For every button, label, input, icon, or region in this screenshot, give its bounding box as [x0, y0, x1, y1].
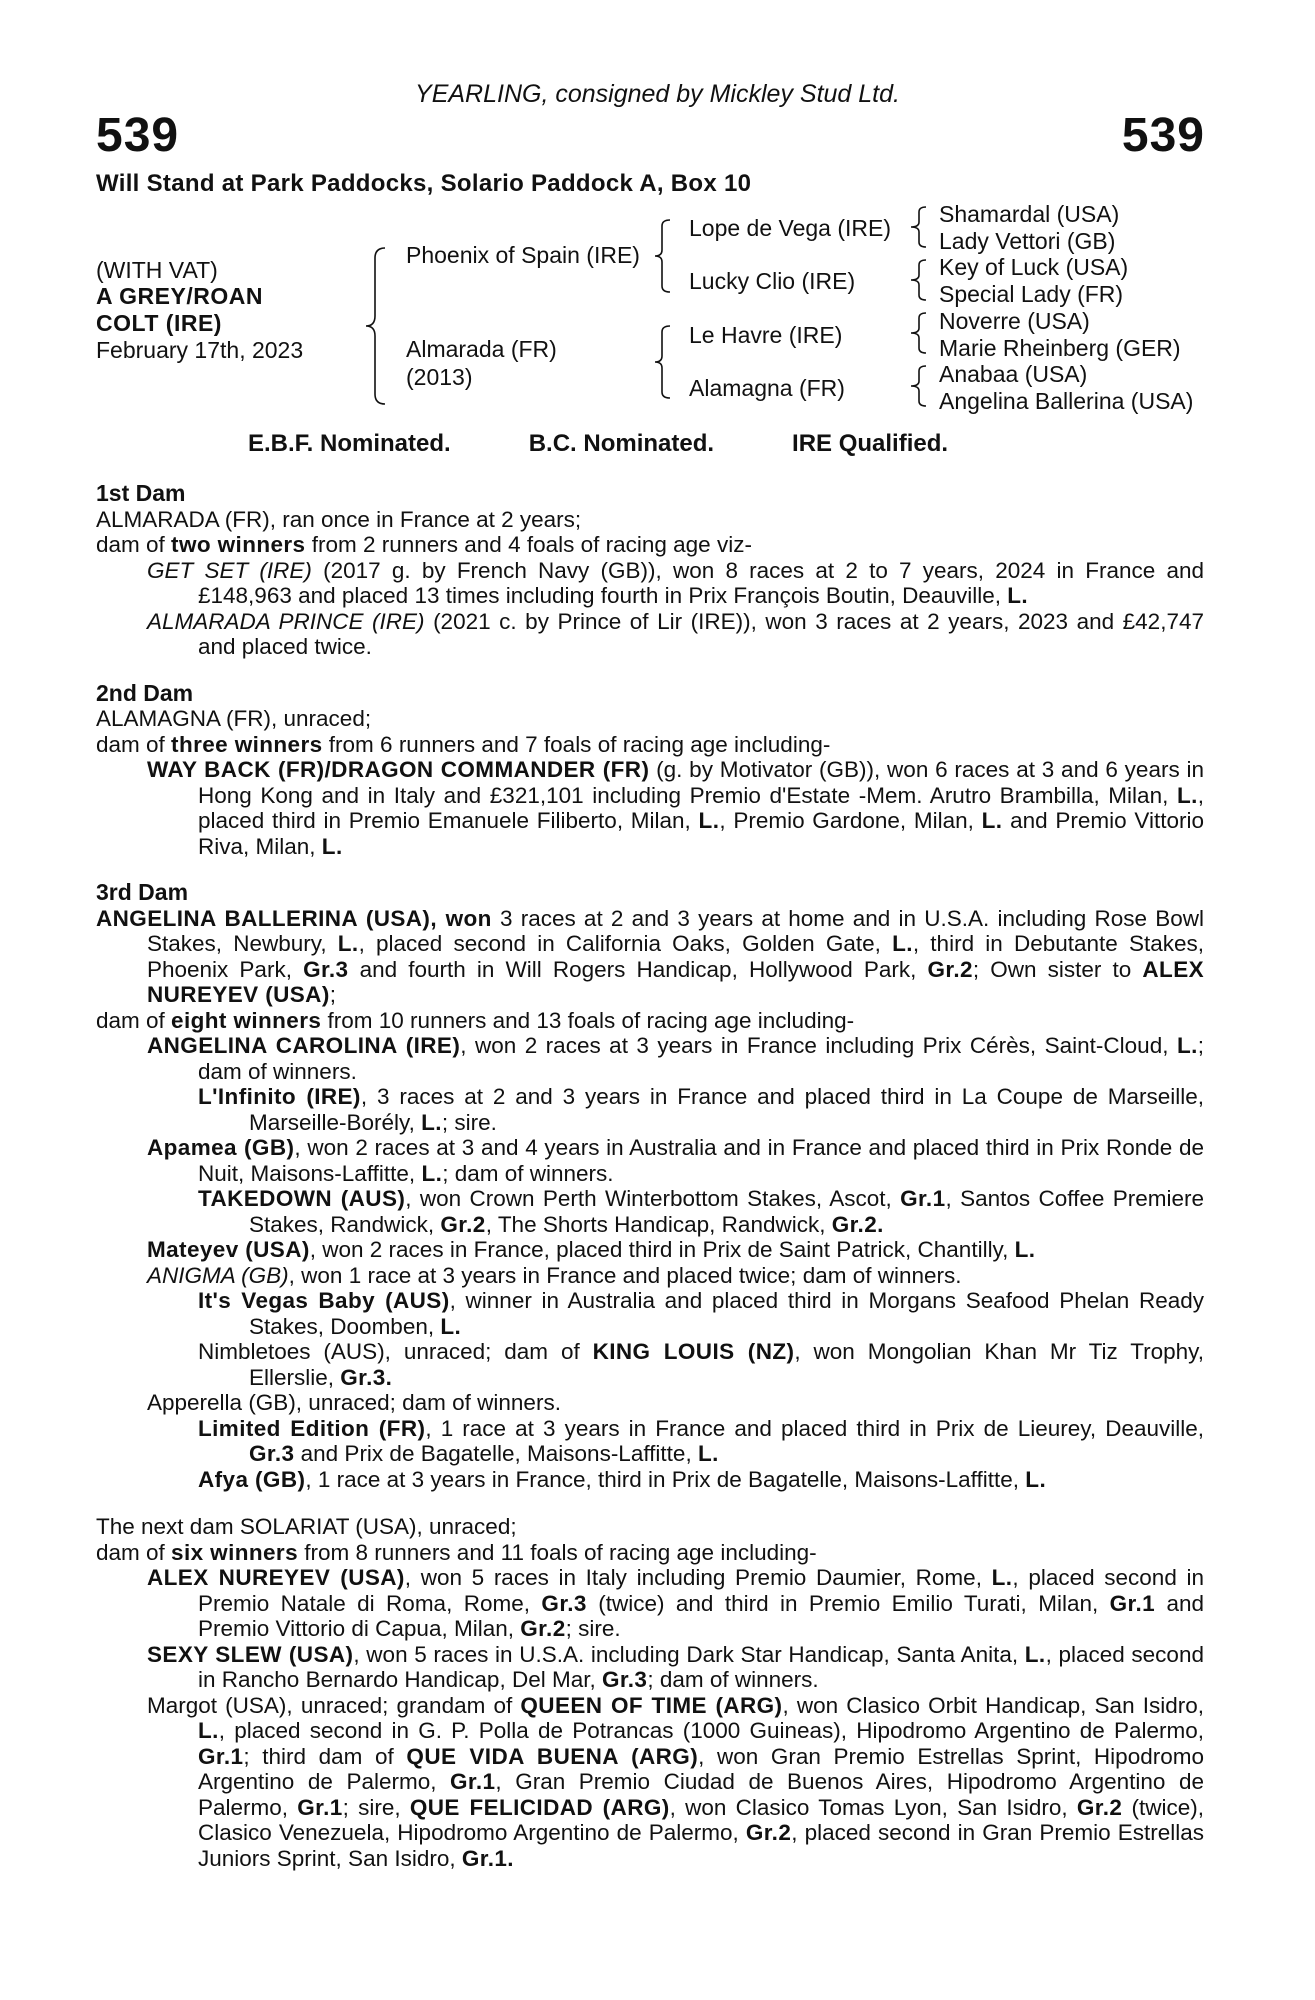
text-run: dam of [96, 1007, 172, 1033]
text-run: ; sire. [565, 1616, 621, 1641]
text-run: from 6 runners and 7 foals of racing age including- [322, 731, 831, 757]
text-run: ; Own sister to [972, 956, 1143, 982]
text-run: 3 races at 2 and 3 years at home and in U.S.A. including Rose Bowl Stakes, Newbury, [147, 905, 1204, 956]
text-run: ; dam of winners. [442, 1160, 614, 1186]
text-run: Gr.2 [745, 1820, 792, 1845]
text-run: , 1 race at 3 years in France and placed third in Prix de Lieurey, Deauville, [425, 1415, 1204, 1441]
text-run: GET SET (IRE) [147, 557, 312, 583]
pedigree-brace-g2 [908, 258, 930, 302]
pedigree-g8: Angelina Ballerina (USA) [939, 388, 1194, 414]
stabling-location: Will Stand at Park Paddocks, Solario Paddock A, Box 10 [96, 170, 752, 197]
text-run: , won 2 races at 3 and 4 years in Australia and in France and placed third in Prix Ronde de Nuit, Maisons-Laffitte, [198, 1135, 1204, 1186]
text-run: , won Clasico Tomas Lyon, San Isidro, [669, 1794, 1077, 1820]
pedigree-brace-sire [652, 218, 674, 294]
pedigree-g7: Anabaa (USA) [939, 361, 1088, 387]
produce-entry [96, 1416, 1204, 1467]
text-run: Gr.2 [440, 1211, 486, 1237]
text-run: ; [329, 982, 336, 1007]
text-run: Apamea (GB) [147, 1135, 295, 1160]
text-run: QUE VIDA BUENA (ARG) [406, 1743, 699, 1769]
text-run: , won 1 race at 3 years in France and placed twice; dam of winners. [288, 1262, 962, 1288]
text-run: QUEEN OF TIME (ARG) [520, 1692, 783, 1718]
text-run: Gr.3 [541, 1590, 587, 1616]
produce-entry [96, 1467, 1204, 1493]
text-run: L. [1014, 1237, 1036, 1262]
text-run: ANGELINA BALLERINA (USA) [96, 905, 431, 931]
first-dam-heading: 1st Dam [96, 480, 186, 506]
text-run: , won 2 races at 3 years in France including Prix Cérès, Saint-Cloud, [460, 1033, 1177, 1058]
produce-entry [96, 1186, 1204, 1237]
text-run: Gr.1 [1109, 1590, 1156, 1616]
nominations-line [248, 430, 948, 458]
pedigree-sire-sire: Lope de Vega (IRE) [689, 215, 892, 241]
text-run: (twice) and third in Premio Emilio Turati, Milan, [586, 1590, 1110, 1616]
text-run: three winners [171, 731, 323, 757]
text-run: dam of [96, 532, 172, 557]
pedigree-brace-g3 [908, 311, 930, 355]
text-run: TAKEDOWN (AUS) [198, 1186, 406, 1211]
pedigree-g4: Special Lady (FR) [939, 281, 1124, 307]
text-run: ALEX NUREYEV (USA) [147, 1565, 405, 1590]
text-run: from 8 runners and 11 foals of racing age including- [298, 1539, 817, 1565]
text-run: L. [1024, 1641, 1046, 1667]
text-run: ANIGMA (GB) [147, 1262, 289, 1288]
text-run: ; dam of winners. [198, 1033, 1205, 1084]
produce-entry [96, 1033, 1204, 1084]
lot-number-right: 539 [1121, 109, 1205, 162]
second-dam-produce-line [96, 732, 1204, 758]
text-run: L. [1176, 782, 1198, 808]
foaling-date: February 17th, 2023 [96, 337, 304, 363]
produce-entry [96, 1565, 1204, 1642]
pedigree-g5: Noverre (USA) [939, 308, 1090, 334]
text-run: Gr.1. [461, 1845, 514, 1871]
produce-entry [96, 609, 1204, 660]
first-dam-summary: ALMARADA (FR), ran once in France at 2 years; [96, 506, 582, 532]
second-dam-heading: 2nd Dam [96, 679, 194, 706]
produce-entry [96, 1263, 1204, 1289]
text-run: , placed second in Gran Premio Estrellas Juniors Sprint, San Isidro, [198, 1820, 1204, 1871]
text-run: two winners [171, 532, 306, 557]
text-run: L. [421, 1109, 442, 1135]
text-run: (2021 c. by Prince of Lir (IRE)), won 3 races at 2 years, 2023 and £42,747 and placed twice. [198, 608, 1204, 659]
text-run: , won 5 races in U.S.A. including Dark Star Handicap, Santa Anita, [353, 1641, 1025, 1667]
ire-qualified: IRE Qualified. [792, 430, 949, 457]
text-run: Gr.3 [249, 1441, 295, 1466]
text-run: , Premio Gardone, Milan, [719, 808, 982, 833]
pedigree-g2: Lady Vettori (GB) [939, 228, 1116, 254]
text-run: L. [440, 1313, 462, 1339]
text-run: , 1 race at 3 years in France, third in Prix de Bagatelle, Maisons-Laffitte, [305, 1466, 1026, 1492]
text-run: and Premio Vittorio di Capua, Milan, [198, 1590, 1204, 1641]
text-run: It's Vegas Baby (AUS) [198, 1288, 450, 1313]
text-run: L. [321, 833, 343, 859]
produce-entry: Apperella (GB), unraced; dam of winners. [147, 1390, 561, 1415]
text-run: L. [337, 931, 359, 956]
pedigree-sire-dam: Lucky Clio (IRE) [689, 268, 856, 294]
text-run: and fourth in Will Rogers Handicap, Hollywood Park, [348, 956, 928, 982]
produce-entry [96, 1084, 1204, 1135]
text-run: Gr.1 [900, 1186, 946, 1211]
lot-number-left: 539 [96, 109, 180, 162]
text-run: Gr.3 [303, 956, 349, 982]
consignor-line: YEARLING, consigned by Mickley Stud Ltd. [415, 80, 900, 108]
text-run: dam of [96, 731, 172, 757]
first-dam-produce-line [96, 532, 1204, 558]
produce-entry [96, 1237, 1204, 1263]
text-run: , won [430, 905, 492, 931]
pedigree-brace-g1 [908, 205, 930, 249]
text-run: , Santos Coffee Premiere Stakes, Randwick, [249, 1186, 1204, 1237]
text-run: (twice), Clasico Venezuela, Hipodromo Argentino de Palermo, [198, 1794, 1204, 1845]
pedigree-dam: Almarada (FR) [406, 336, 557, 362]
text-run: , placed third in Premio Emanuele Filiberto, Milan, [198, 782, 1204, 833]
third-dam-heading: 3rd Dam [96, 879, 189, 905]
text-run: Gr.1 [198, 1743, 244, 1769]
third-dam-summary [96, 906, 1204, 1008]
text-run: , third in Debutante Stakes, Phoenix Park, [147, 931, 1205, 982]
text-run: and Premio Vittorio Riva, Milan, [198, 808, 1204, 859]
text-run: , placed second in California Oaks, Golden Gate, [358, 931, 893, 956]
pedigree-dam-dam: Alamagna (FR) [689, 375, 845, 401]
text-run: L. [1025, 1466, 1047, 1492]
text-run: ; third dam of [243, 1743, 407, 1769]
text-run: L. [198, 1718, 219, 1743]
text-run: QUE FELICIDAD (ARG) [409, 1794, 670, 1820]
text-run: and Prix de Bagatelle, Maisons-Laffitte, [294, 1441, 698, 1466]
pedigree-dam-sire: Le Havre (IRE) [689, 322, 843, 348]
pedigree-dam-year: (2013) [406, 364, 473, 390]
text-run: SEXY SLEW (USA) [147, 1641, 354, 1667]
text-run: six winners [171, 1539, 298, 1565]
vat-note: (WITH VAT) [96, 257, 218, 283]
pedigree-g6: Marie Rheinberg (GER) [939, 335, 1181, 361]
produce-entry [96, 1642, 1204, 1693]
text-run: dam of [96, 1539, 172, 1565]
text-run: ALMARADA PRINCE (IRE) [147, 608, 425, 634]
text-run: ; dam of winners. [647, 1667, 819, 1692]
text-run: L. [698, 808, 720, 833]
text-run: , Gran Premio Ciudad de Buenos Aires, Hipodromo Argentino de Palermo, [198, 1769, 1204, 1820]
text-run: ; sire, [342, 1794, 410, 1820]
text-run: Limited Edition (FR) [198, 1415, 426, 1441]
text-run: Gr.3 [601, 1667, 648, 1692]
text-run: L. [1007, 583, 1029, 608]
produce-entry [96, 1288, 1204, 1339]
pedigree-brace-main [363, 246, 389, 406]
text-run: , won Crown Perth Winterbottom Stakes, Ascot, [405, 1186, 901, 1211]
text-run: , placed second in Rancho Bernardo Handicap, Del Mar, [198, 1641, 1204, 1692]
produce-entry [96, 558, 1204, 609]
text-run: Gr.3. [340, 1364, 393, 1390]
text-run: (g. by Motivator (GB)), won 6 races at 3 and 6 years in Hong Kong and in Italy and £321,101 including Premio d'Estate -Mem. Arutro Brambilla, Milan, [198, 757, 1204, 808]
text-run: from 10 runners and 13 foals of racing age including- [321, 1007, 855, 1033]
next-dam-summary: The next dam SOLARIAT (USA), unraced; [96, 1514, 517, 1539]
produce-entry [96, 757, 1204, 859]
text-run: Margot (USA), unraced; grandam of [147, 1692, 521, 1718]
text-run: L. [421, 1160, 443, 1186]
text-run: ANGELINA CAROLINA (IRE) [147, 1033, 461, 1058]
text-run: , placed second in Premio Natale di Roma, Rome, [198, 1565, 1205, 1616]
pedigree-brace-dam [652, 324, 674, 400]
text-run: , winner in Australia and placed third in Morgans Seafood Phelan Ready Stakes, Doomben, [249, 1288, 1204, 1339]
text-run: Gr.2. [831, 1211, 884, 1237]
text-run: , won 5 races in Italy including Premio Daumier, Rome, [404, 1565, 992, 1590]
text-run: Gr.2 [1076, 1794, 1123, 1820]
text-run: Gr.2 [520, 1616, 566, 1641]
text-run: Nimbletoes (AUS), unraced; dam of [198, 1339, 593, 1364]
text-run: L. [981, 808, 1003, 833]
pedigree-g3: Key of Luck (USA) [939, 254, 1129, 280]
pedigree-g1: Shamardal (USA) [939, 201, 1120, 227]
text-run: eight winners [171, 1007, 322, 1033]
produce-entry [96, 1693, 1204, 1872]
horse-description: A GREY/ROAN [96, 283, 263, 309]
next-dam-produce-line [96, 1540, 1204, 1566]
produce-entry [96, 1135, 1204, 1186]
text-run: Gr.1 [297, 1794, 343, 1820]
text-run: L'Infinito (IRE) [198, 1084, 361, 1109]
text-run: from 2 runners and 4 foals of racing age viz- [305, 532, 752, 557]
text-run: KING LOUIS (NZ) [592, 1339, 795, 1364]
third-dam-produce-line [96, 1008, 1204, 1034]
text-run: , won Mongolian Khan Mr Tiz Trophy, Ellerslie, [249, 1339, 1204, 1390]
text-run: ; sire. [441, 1109, 497, 1135]
text-run: L. [991, 1565, 1013, 1590]
pedigree-brace-g4 [908, 364, 930, 408]
horse-sex-country: COLT (IRE) [96, 310, 222, 336]
pedigree-sire: Phoenix of Spain (IRE) [406, 242, 640, 268]
catalogue-body [96, 481, 1204, 1871]
second-dam-summary: ALAMAGNA (FR), unraced; [96, 706, 372, 731]
text-run: , won Gran Premio Estrellas Sprint, Hipodromo Argentino de Palermo, [198, 1743, 1204, 1794]
ebf-nomination: E.B.F. Nominated. [248, 430, 451, 457]
text-run: (2017 g. by French Navy (GB)), won 8 races at 2 to 7 years, 2024 in France and £148,963 and placed 13 times including fourth in Prix François Boutin, Deauville, [198, 557, 1204, 608]
text-run: , won 2 races in France, placed third in Prix de Saint Patrick, Chantilly, [309, 1237, 1015, 1262]
text-run: , The Shorts Handicap, Randwick, [485, 1211, 832, 1237]
text-run: , won Clasico Orbit Handicap, San Isidro, [782, 1692, 1205, 1718]
text-run: L. [697, 1441, 719, 1466]
text-run: , placed second in G. P. Polla de Potrancas (1000 Guineas), Hipodromo Argentino de Palermo, [218, 1718, 1204, 1743]
text-run: WAY BACK (FR)/DRAGON COMMANDER (FR) [147, 757, 650, 782]
bc-nomination: B.C. Nominated. [528, 430, 715, 457]
text-run: Afya (GB) [198, 1466, 306, 1492]
text-run: Mateyev (USA) [147, 1237, 310, 1262]
text-run: , 3 races at 2 and 3 years in France and placed third in La Coupe de Marseille, Marseille-Borély, [249, 1084, 1204, 1135]
text-run: ALEX NUREYEV (USA) [147, 956, 1205, 1007]
text-run: Gr.1 [450, 1769, 496, 1794]
text-run: L. [1176, 1033, 1198, 1058]
text-run: L. [892, 931, 913, 956]
text-run: Gr.2 [927, 956, 973, 982]
produce-entry [96, 1339, 1204, 1390]
